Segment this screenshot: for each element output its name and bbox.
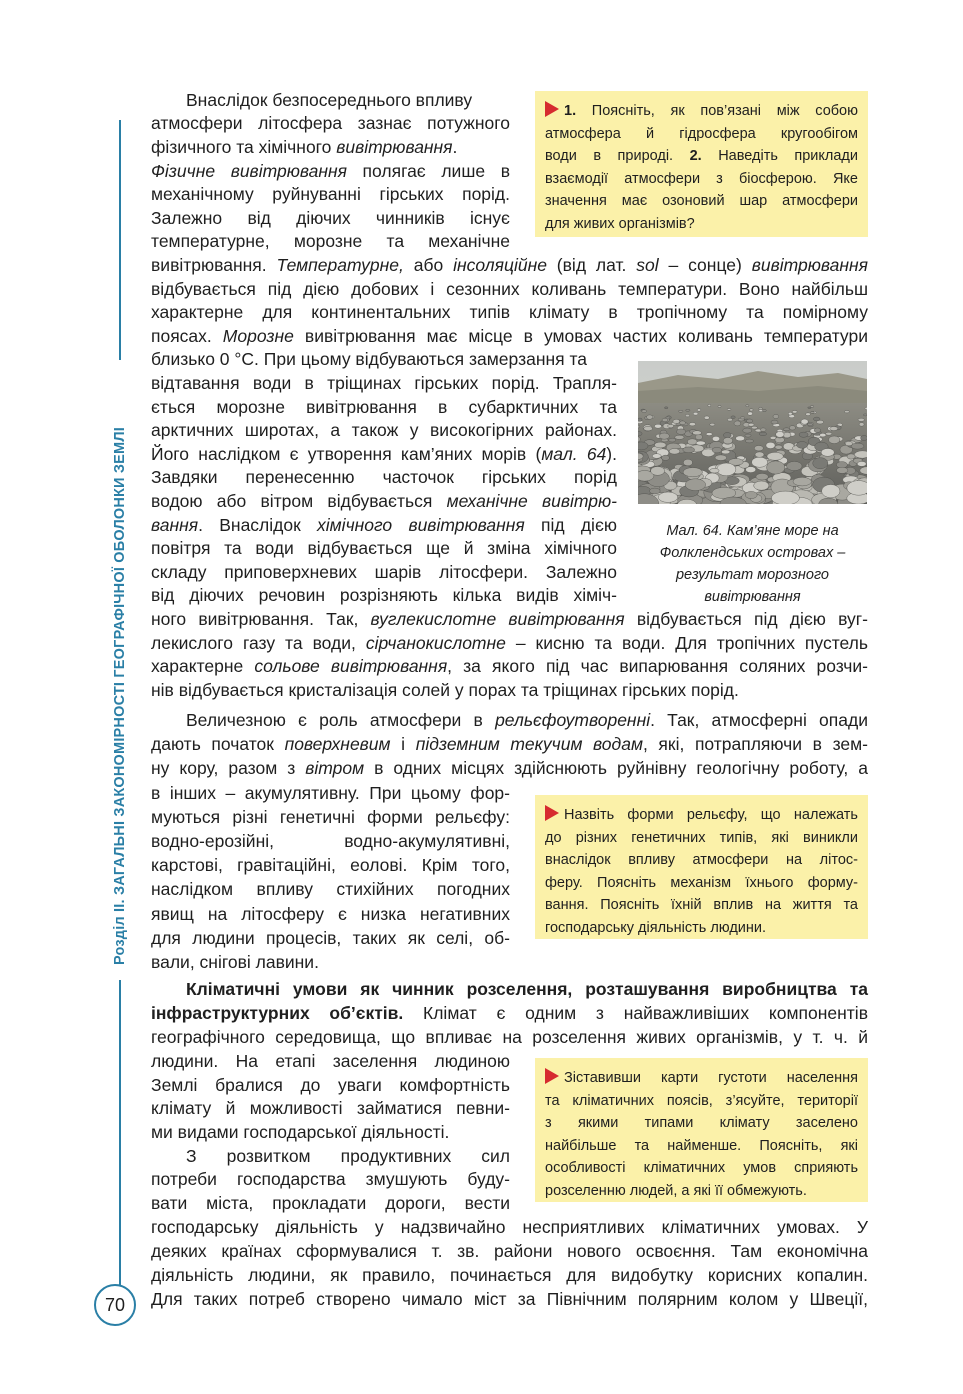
body-text-line: людини. На етапі заселення людиною [151, 1051, 510, 1071]
body-text-line: температурне, морозне та механічне [151, 231, 510, 251]
question-line: взаємодії атмосфери з біосферою. Яке [545, 170, 858, 187]
body-text-line: відбувається під дією добових і сезонних коливань температури. Воно найбільш [151, 279, 868, 299]
question-line: атмосфера й гідросфера кругообігом [545, 125, 858, 142]
body-text-line: вання. Внаслідок хімічного вивітрювання під дією [151, 515, 617, 535]
body-text-line: близько 0 °С. При цьому відбуваються замерзання та [151, 349, 588, 369]
body-text-line: потреби господарства змушують буду- [151, 1169, 510, 1189]
body-text-line: явищ на літосферу є низка негативних [151, 904, 510, 924]
question-line: внаслідок впливу атмосфери на літос- [545, 852, 858, 869]
body-text-line: діяльність людини, як правило, починається для видобутку корисних копалин. [151, 1265, 868, 1285]
question-line: вання. Поясніть їхній вплив на життя та [545, 897, 858, 914]
question-line: феру. Поясніть механізм їхнього форму- [545, 874, 858, 891]
section-title: Розділ ІІ. ЗАГАЛЬНІ ЗАКОНОМІРНОСТІ ГЕОГРАФІЧНОЇ ОБОЛОНКИ ЗЕМЛІ [112, 427, 128, 965]
body-text-line: географічного середовища, що впливає на розселення живих організмів, у т. ч. й [151, 1027, 868, 1047]
body-text-line: лекислого газу та води, сірчанокислотне – кисню та води. Для тропічних пустель [151, 633, 868, 653]
pointer-triangle-icon [545, 101, 559, 117]
body-text-line: Внаслідок безпосереднього впливу [186, 90, 473, 110]
body-text-line: інфраструктурних об’єктів. Клімат є одним з найважливіших компонентів [151, 1003, 868, 1023]
body-text-line: Фізичне вивітрювання полягає лише в [151, 161, 510, 181]
body-text-line: складу приповерхневих шарів літосфери. Залежно [151, 562, 617, 582]
body-text-line: ється морозне вивітрювання в субарктичних та [151, 397, 617, 417]
body-text-line: Завдяки перенесенню часточок гірських порід [151, 467, 617, 487]
caption-line: результат морозного [675, 567, 829, 583]
body-text-line: характерне сольове вивітрювання, за якого під час випарювання соляних розчи- [151, 656, 868, 676]
body-text-line: наслідком впливу стихійних погодних [151, 879, 510, 899]
question-line: з якими типами клімату заселено [545, 1115, 858, 1132]
caption-line: вивітрювання [704, 589, 801, 605]
question-line: для живих організмів? [545, 215, 695, 232]
pointer-triangle-icon [545, 805, 559, 821]
body-text-line: фізичного та хімічного вивітрювання. [151, 137, 458, 157]
sidebar-rule-bottom [119, 980, 121, 1302]
caption-line: Фолклендських островах – [659, 545, 846, 561]
stone-sea-photo [638, 361, 867, 504]
body-text-line: Землі бралися до уваги комфортність [151, 1075, 510, 1095]
question-box-2 [535, 795, 868, 939]
body-text-line: поясах. Морозне вивітрювання має місце в умовах частих коливань температури [151, 326, 868, 346]
body-text-line: муються різні генетичні форми рельєфу: [151, 807, 510, 827]
body-text-line: водою або вітром відбувається механічне вивітрю- [151, 491, 617, 511]
body-text-line: господарську діяльність у надзвичайно несприятливих кліматичних умовах. У [151, 1217, 868, 1237]
question-line: 1. Поясніть, як пов’язані між собою [545, 100, 858, 123]
body-text-line: від діючих речовин розрізняють кілька видів хіміч- [151, 585, 617, 605]
body-text-line: характерне для континентальних типів клімату в тропічному та помірному [151, 302, 868, 322]
body-text-line: в інших – акумулятивну. При цьому фор- [151, 783, 510, 803]
question-line: води в природі. 2. Наведіть приклади [545, 148, 858, 165]
body-text-line: ного вивітрювання. Так, вуглекислотне вивітрювання відбувається під дією вуг- [151, 609, 868, 629]
question-line: Зіставивши карти густоти населення [545, 1067, 858, 1090]
body-text-line: Залежно від діючих чинників існує [151, 208, 510, 228]
body-text-line: деяких країнах сформувалися т. зв. райони нового освоєння. Там економічна [151, 1241, 868, 1261]
body-text-line: відтавання води в тріщинах гірських порід. Трапля- [151, 373, 617, 393]
question-line: Назвіть форми рельєфу, що належать [545, 804, 858, 827]
body-text-line: клімату й можливості займатися певни- [151, 1098, 510, 1118]
page-number: 70 [94, 1284, 136, 1326]
body-text-line: арктичних широтах, а також у високогірних районах. [151, 420, 617, 440]
body-text-line: повітря та води відбувається ще й зміна хімічного [151, 538, 617, 558]
body-text-line: атмосфери літосфера зазнає потужного [151, 113, 510, 133]
body-text-line: ну кору, разом з вітром в одних місцях здійснюють руйнівну геологічну роботу, а [151, 758, 868, 778]
body-text-line: вивітрювання. Температурне, або інсоляційне (від лат. sol – сонце) вивітрювання [151, 255, 868, 275]
caption-line: Мал. 64. Кам’яне море на [666, 523, 839, 539]
question-line: до різних генетичних типів, які виникли [545, 829, 858, 846]
section-heading-line: Кліматичні умови як чинник розселення, розташування виробництва та [186, 979, 868, 999]
body-text-line: ми видами господарської діяльності. [151, 1122, 450, 1142]
body-text-line: водно-ерозійні, водно-акумулятивні, [151, 831, 510, 851]
question-box-1 [535, 91, 868, 237]
body-text-line: дають початок поверхневим і підземним текучим водам, які, потрапляючи в зем- [151, 734, 868, 754]
body-text-line: вати міста, прокладати дороги, вести [151, 1193, 510, 1213]
figure-caption [636, 520, 869, 608]
question-line: та кліматичних поясів, з’ясуйте, території [545, 1092, 858, 1109]
question-line: найбільше та найменше. Поясніть, які [545, 1137, 858, 1154]
body-text-line: Величезною є роль атмосфери в рельєфоутворенні. Так, атмосферні опади [186, 710, 868, 730]
question-box-3 [535, 1058, 868, 1202]
body-text-line: Його наслідком є утворення кам’яних морів (мал. 64). [151, 444, 617, 464]
body-text-line: нів відбувається кристалізація солей у порах та тріщинах гірських порід. [151, 680, 739, 700]
pointer-triangle-icon [545, 1068, 559, 1084]
question-line: розселенню людей, а які її обмежують. [545, 1182, 807, 1199]
body-text-line: для людини процесів, таких як селі, об- [151, 928, 510, 948]
body-text-line: З розвитком продуктивних сил [186, 1146, 510, 1166]
sidebar-rule-top [119, 120, 121, 360]
body-text-line: Для таких потреб створено чимало міст за Північним полярним колом у Швеції, [151, 1289, 868, 1309]
question-line: значення має озоновий шар атмосфери [545, 193, 858, 210]
body-text-line: вали, снігові лавини. [151, 952, 319, 972]
question-line: господарську діяльність людини. [545, 919, 767, 936]
body-text-line: карстові, гравітаційні, еолові. Крім того, [151, 855, 510, 875]
question-line: особливості кліматичних умов сприяють [545, 1160, 858, 1177]
body-text-line: механічному руйнуванні гірських порід. [151, 184, 510, 204]
